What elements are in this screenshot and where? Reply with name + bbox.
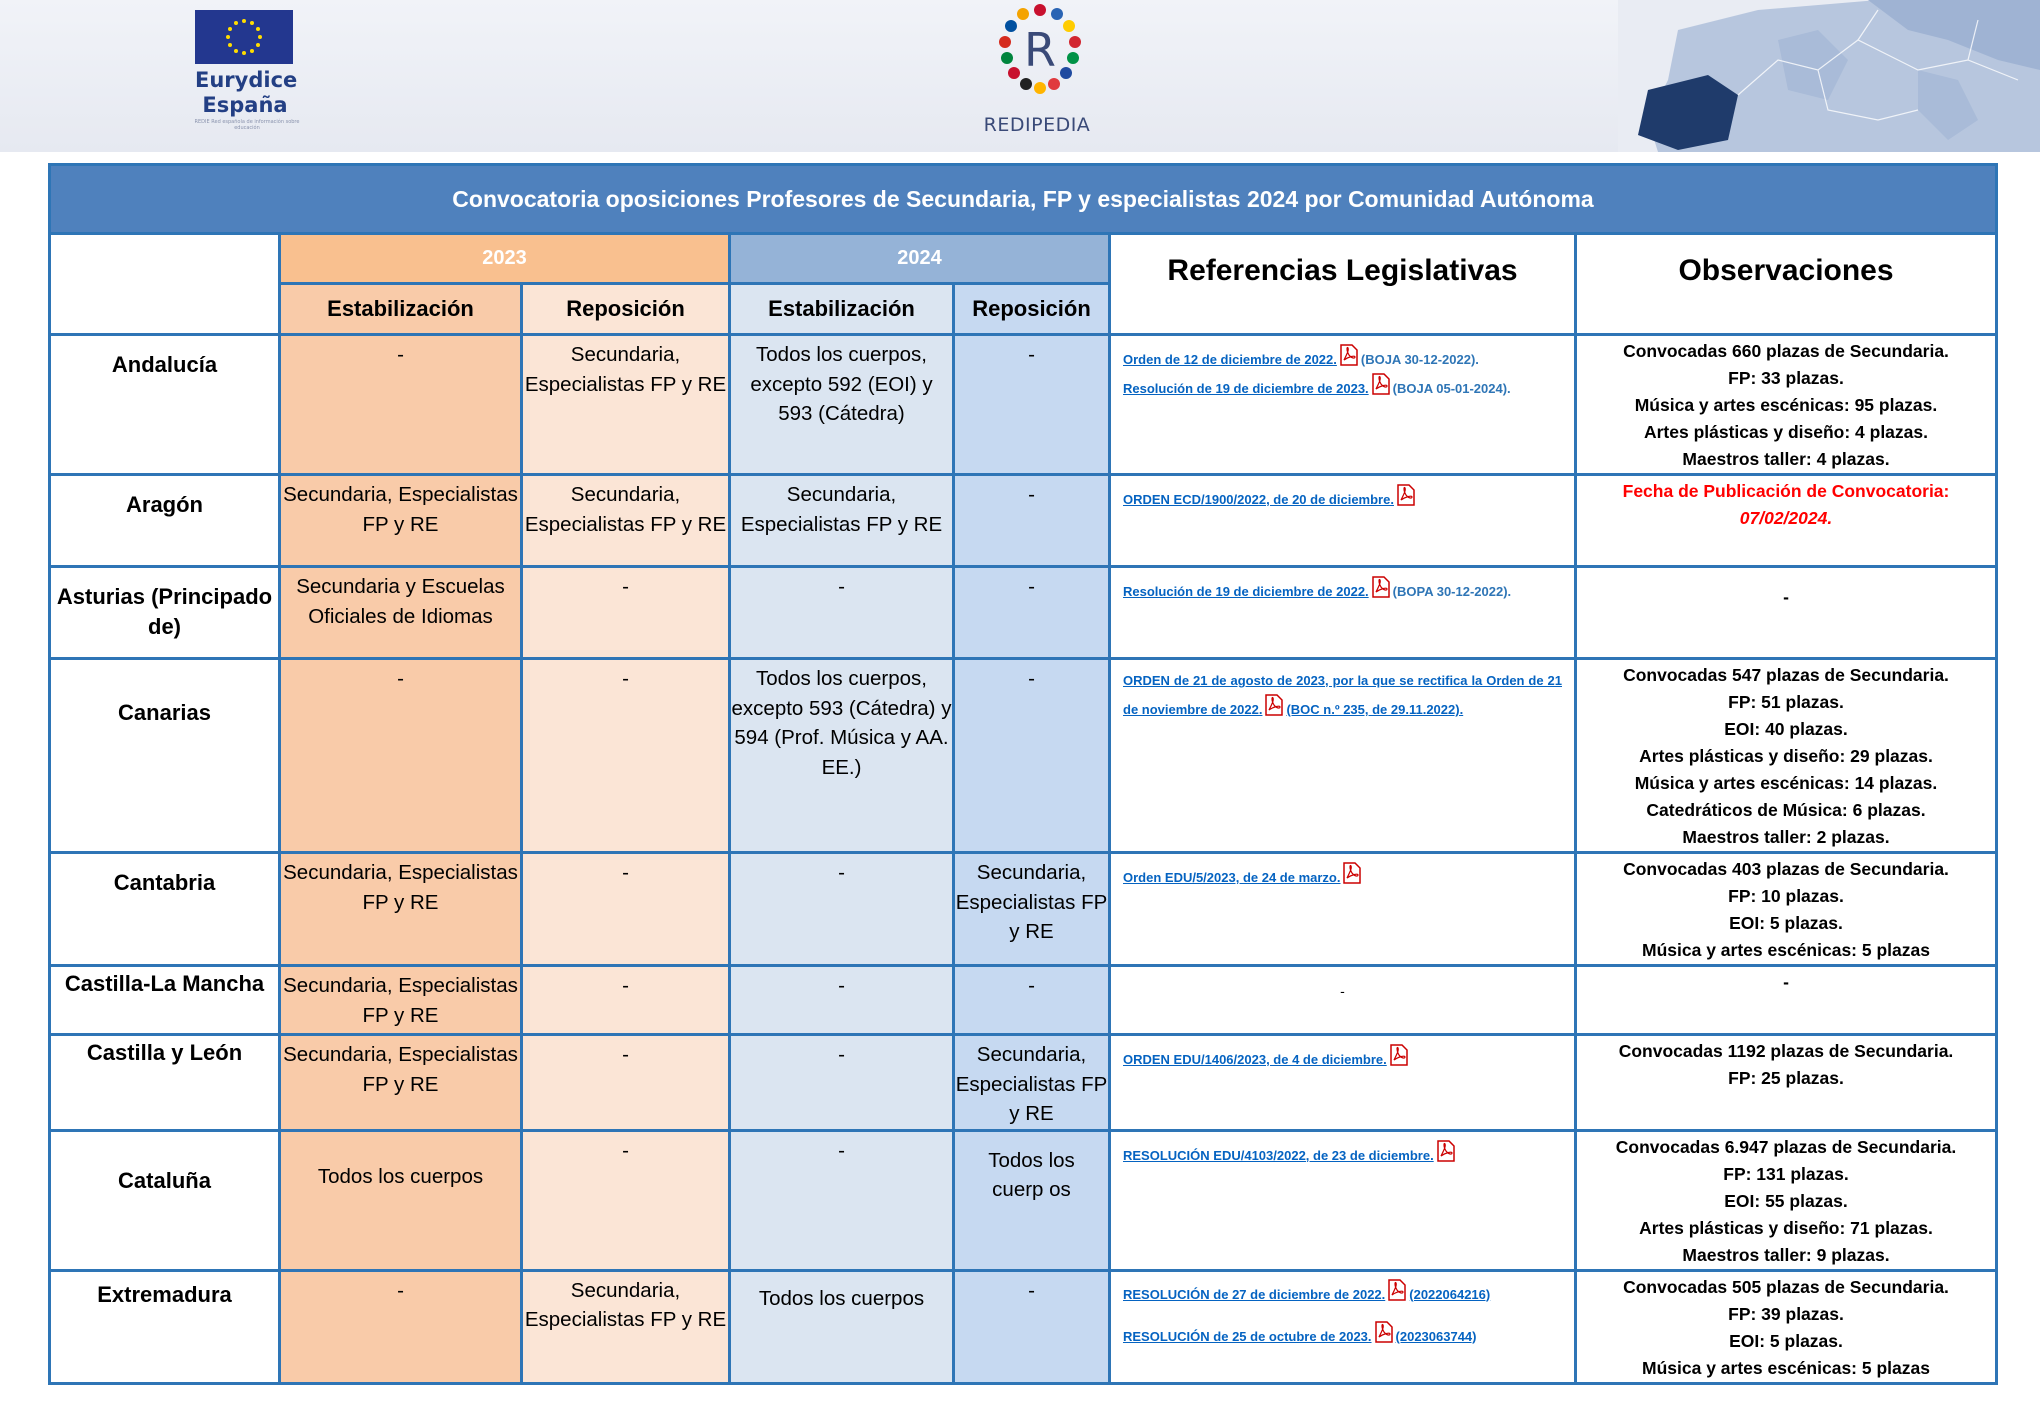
ref-note: (BOPA 30-12-2022). (1392, 584, 1512, 599)
table-row (50, 853, 1997, 966)
cell-2024-reposicion: - (954, 659, 1110, 853)
table-row (50, 335, 1997, 475)
obs-line: - (1783, 972, 1789, 992)
eurydice-name-line: Eurydice (195, 68, 298, 92)
table-row (50, 1270, 1997, 1383)
cell-2024-reposicion: - (954, 335, 1110, 475)
pdf-icon[interactable] (1264, 694, 1284, 716)
subheader-2023-reposicion: Reposición (522, 284, 730, 335)
cell-2024-reposicion: Todos los cuerp os (954, 1130, 1110, 1270)
table-row (50, 475, 1997, 567)
obs-line: EOI: 5 plazas. (1729, 1330, 1843, 1351)
obs-line: Maestros taller: 9 plazas. (1682, 1244, 1890, 1265)
cell-2024-estabilizacion: - (730, 966, 954, 1035)
region-name: Asturias (Principado de) (50, 567, 280, 659)
refs-cell (1110, 475, 1576, 567)
obs-line: Música y artes escénicas: 95 plazas. (1634, 395, 1938, 415)
cell-2024-reposicion: Secundaria, Especialistas FP y RE (954, 1035, 1110, 1131)
eurydice-logo (195, 10, 310, 140)
obs-line: Convocadas 6.947 plazas de Secundaria. (1615, 1136, 1957, 1157)
obs-line: Convocadas 403 plazas de Secundaria. (1623, 859, 1949, 879)
refs-cell (1110, 335, 1576, 475)
cell-2023-estabilizacion: - (280, 335, 522, 475)
table-title: Convocatoria oposiciones Profesores de Secundaria, FP y especialistas 2024 por Comunidad Autónoma (50, 165, 1997, 234)
ref-link[interactable]: Orden de 12 de diciembre de 2022. (1123, 352, 1337, 367)
pdf-icon[interactable] (1339, 344, 1359, 366)
table-row (50, 1035, 1997, 1131)
obs-line: Convocadas 505 plazas de Secundaria. (1623, 1276, 1949, 1297)
refs-cell (1110, 659, 1576, 853)
cell-2024-estabilizacion: - (730, 853, 954, 966)
cell-2023-reposicion: - (522, 659, 730, 853)
ref-link[interactable]: RESOLUCIÓN de 25 de octubre de 2023. (1123, 1328, 1372, 1344)
pdf-icon[interactable] (1371, 576, 1391, 598)
ref-link[interactable]: ORDEN de 21 de agosto de 2023, por la que se rectifica la Orden de 21 de noviembre de 2022. (1123, 673, 1562, 717)
cell-2023-reposicion: - (522, 853, 730, 966)
obs-line: Artes plásticas y diseño: 71 plazas. (1639, 1217, 1933, 1238)
obs-line: Convocadas 660 plazas de Secundaria. (1623, 341, 1949, 361)
pdf-icon[interactable] (1396, 484, 1416, 506)
obs-line: Artes plásticas y diseño: 29 plazas. (1639, 746, 1933, 766)
cell-2023-reposicion: Secundaria, Especialistas FP y RE (522, 335, 730, 475)
region-name: Castilla y León (50, 1035, 280, 1131)
region-name: Cantabria (50, 853, 280, 966)
redipedia-letter: R (1024, 23, 1056, 77)
ref-link[interactable]: ORDEN EDU/1406/2023, de 4 de diciembre. (1123, 1052, 1387, 1067)
table-row (50, 1130, 1997, 1270)
obs-line: Música y artes escénicas: 5 plazas (1642, 1357, 1930, 1378)
eu-flag-icon (195, 10, 293, 64)
obs-line: Maestros taller: 2 plazas. (1682, 827, 1890, 847)
obs-line: Fecha de Publicación de Convocatoria: (1622, 481, 1950, 501)
pdf-icon[interactable] (1374, 1318, 1394, 1340)
cell-2023-estabilizacion: Secundaria, Especialistas FP y RE (280, 1035, 522, 1131)
region-name: Andalucía (50, 335, 280, 475)
cell-2023-estabilizacion: Secundaria, Especialistas FP y RE (280, 966, 522, 1035)
obs-line: FP: 51 plazas. (1728, 692, 1844, 712)
cell-2023-reposicion: Secundaria, Especialistas FP y RE (522, 1270, 730, 1383)
ref-note: (BOJA 05-01-2024). (1392, 381, 1511, 396)
obs-line: FP: 39 plazas. (1728, 1303, 1844, 1324)
obs-cell (1576, 853, 1997, 966)
cell-2024-estabilizacion: - (730, 567, 954, 659)
refs-cell (1110, 1270, 1576, 1383)
obs-cell (1576, 1035, 1997, 1131)
cell-2023-estabilizacion: Secundaria, Especialistas FP y RE (280, 853, 522, 966)
cell-2024-estabilizacion: Todos los cuerpos, excepto 593 (Cátedra) y 594 (Prof. Música y AA. EE.) (730, 659, 954, 853)
cell-2023-reposicion: - (522, 1035, 730, 1131)
obs-header: Observaciones (1576, 234, 1997, 335)
refs-cell (1110, 1130, 1576, 1270)
table-row (50, 567, 1997, 659)
ref-note-link[interactable]: (BOC n.º 235, de 29.11.2022). (1286, 702, 1464, 717)
ref-link[interactable]: Resolución de 19 de diciembre de 2022. (1123, 584, 1369, 599)
region-name: Canarias (50, 659, 280, 853)
cell-2023-reposicion: - (522, 1130, 730, 1270)
table-row (50, 659, 1997, 853)
obs-line: Convocadas 1192 plazas de Secundaria. (1618, 1041, 1954, 1061)
subheader-2024-reposicion: Reposición (954, 284, 1110, 335)
ref-link[interactable]: RESOLUCIÓN EDU/4103/2022, de 23 de diciembre. (1123, 1147, 1434, 1163)
eurydice-tagline: REDIE Red española de información sobre educación (194, 119, 300, 131)
cell-2023-reposicion: Secundaria, Especialistas FP y RE (522, 475, 730, 567)
year-2024-header: 2024 (730, 234, 1110, 284)
eurydice-name (195, 68, 298, 118)
pdf-icon[interactable] (1387, 1276, 1407, 1298)
subheader-2023-estabilizacion: Estabilización (280, 284, 522, 335)
cell-2024-estabilizacion: Secundaria, Especialistas FP y RE (730, 475, 954, 567)
table-row (50, 966, 1997, 1035)
redipedia-label: REDIPEDIA (983, 114, 1091, 136)
obs-line: Convocadas 547 plazas de Secundaria. (1623, 665, 1949, 685)
obs-line: Catedráticos de Música: 6 plazas. (1646, 800, 1926, 820)
europe-map-image (1618, 0, 2040, 152)
cell-2023-estabilizacion: - (280, 1270, 522, 1383)
cell-2024-estabilizacion: - (730, 1035, 954, 1131)
year-2023-header: 2023 (280, 234, 730, 284)
refs-cell (1110, 853, 1576, 966)
cell-2023-reposicion: - (522, 966, 730, 1035)
obs-line: - (1783, 587, 1789, 607)
refs-cell (1110, 567, 1576, 659)
header-banner (0, 0, 2040, 152)
pdf-icon[interactable] (1371, 373, 1391, 395)
obs-cell (1576, 966, 1997, 1035)
ref-link[interactable]: Orden EDU/5/2023, de 24 de marzo. (1123, 870, 1341, 885)
obs-cell (1576, 659, 1997, 853)
obs-line: Artes plásticas y diseño: 4 plazas. (1643, 422, 1928, 442)
pdf-icon[interactable] (1389, 1044, 1409, 1066)
cell-2024-reposicion: Secundaria, Especialistas FP y RE (954, 853, 1110, 966)
obs-cell (1576, 335, 1997, 475)
pdf-icon[interactable] (1342, 862, 1362, 884)
ref-note-link[interactable]: (2022064216) (1409, 1286, 1491, 1302)
cell-2023-estabilizacion: - (280, 659, 522, 853)
cell-2024-estabilizacion: Todos los cuerpos, excepto 592 (EOI) y 593 (Cátedra) (730, 335, 954, 475)
obs-line: Música y artes escénicas: 14 plazas. (1634, 773, 1938, 793)
obs-line: FP: 25 plazas. (1728, 1068, 1844, 1088)
cell-2024-reposicion: - (954, 475, 1110, 567)
ref-note: (BOJA 30-12-2022). (1360, 352, 1479, 367)
cell-2024-estabilizacion: - (730, 1130, 954, 1270)
obs-line: Maestros taller: 4 plazas. (1682, 449, 1890, 469)
region-name: Castilla-La Mancha (50, 966, 280, 1035)
obs-date: 07/02/2024. (1739, 508, 1833, 528)
cell-2023-estabilizacion: Todos los cuerpos (280, 1130, 522, 1270)
redipedia-logo (980, 0, 1100, 140)
obs-line: EOI: 40 plazas. (1724, 719, 1848, 739)
refs-cell: - (1110, 966, 1576, 1035)
region-name: Aragón (50, 475, 280, 567)
obs-cell (1576, 475, 1997, 567)
cell-2024-estabilizacion: Todos los cuerpos (730, 1270, 954, 1383)
cell-2023-reposicion: - (522, 567, 730, 659)
region-header-cell (50, 234, 280, 335)
cell-2024-reposicion: - (954, 1270, 1110, 1383)
obs-line: FP: 33 plazas. (1728, 368, 1844, 388)
obs-cell (1576, 567, 1997, 659)
ref-link[interactable]: Resolución de 19 de diciembre de 2023. (1123, 381, 1369, 396)
obs-line: Música y artes escénicas: 5 plazas (1642, 940, 1930, 960)
eurydice-country-line: España (202, 93, 288, 117)
region-name: Extremadura (50, 1270, 280, 1383)
obs-line: FP: 131 plazas. (1723, 1163, 1849, 1184)
redipedia-flags-ring-icon (983, 0, 1097, 110)
ref-link[interactable]: ORDEN ECD/1900/2022, de 20 de diciembre. (1123, 492, 1394, 507)
obs-line: EOI: 5 plazas. (1729, 913, 1843, 933)
pdf-icon[interactable] (1436, 1140, 1456, 1162)
obs-cell (1576, 1270, 1997, 1383)
refs-header: Referencias Legislativas (1110, 234, 1576, 335)
convocatoria-table (48, 163, 1998, 1385)
cell-2024-reposicion: - (954, 966, 1110, 1035)
cell-2023-estabilizacion: Secundaria y Escuelas Oficiales de Idiomas (280, 567, 522, 659)
refs-cell (1110, 1035, 1576, 1131)
cell-2024-reposicion: - (954, 567, 1110, 659)
ref-note-link[interactable]: (2023063744) (1395, 1328, 1477, 1344)
ref-link[interactable]: RESOLUCIÓN de 27 de diciembre de 2022. (1123, 1286, 1386, 1302)
obs-line: EOI: 55 plazas. (1724, 1190, 1848, 1211)
obs-line: FP: 10 plazas. (1728, 886, 1844, 906)
region-name: Cataluña (50, 1130, 280, 1270)
obs-cell (1576, 1130, 1997, 1270)
cell-2023-estabilizacion: Secundaria, Especialistas FP y RE (280, 475, 522, 567)
subheader-2024-estabilizacion: Estabilización (730, 284, 954, 335)
